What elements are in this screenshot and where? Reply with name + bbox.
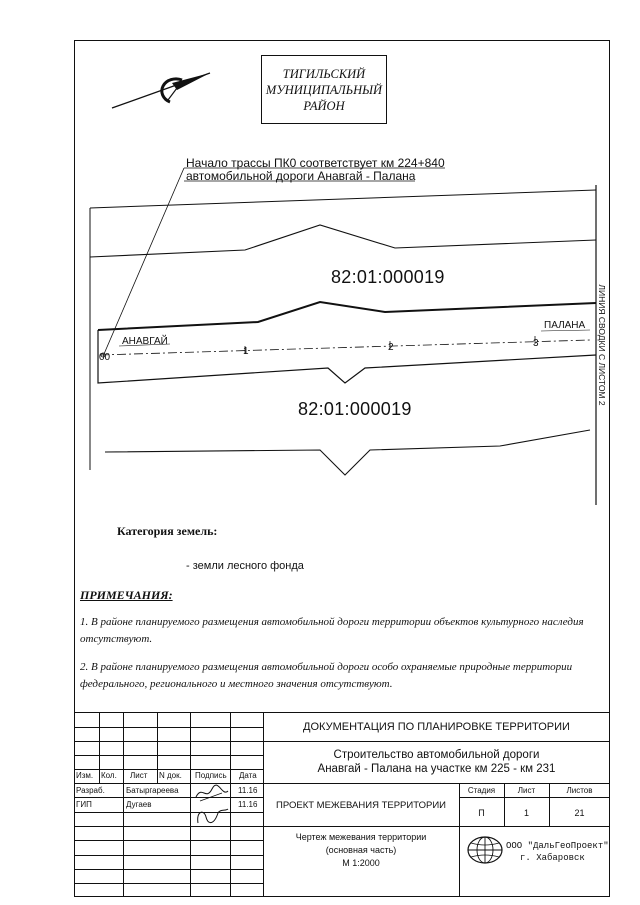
- cadastral-number-top: 82:01:000019: [331, 267, 445, 287]
- header-change: Изм.: [76, 771, 94, 780]
- region-line-1: ТИГИЛЬСКИЙ: [282, 67, 366, 81]
- developer-date: 11.16: [238, 786, 258, 795]
- chief-date: 11.16: [238, 800, 258, 809]
- header-date: Дата: [239, 771, 257, 780]
- km-mark-0: 00: [99, 352, 111, 363]
- company-name: ООО "ДальГеоПроект": [506, 841, 609, 851]
- chief-role: ГИП: [76, 800, 92, 809]
- drawing-title-line-2: (основная часть): [325, 845, 397, 855]
- header-doc-no: N док.: [159, 771, 182, 780]
- sheets-value: 21: [574, 808, 585, 818]
- cadastral-number-bottom: 82:01:000019: [298, 399, 412, 419]
- km-mark-2: 2: [388, 342, 394, 353]
- notes-title: ПРИМЕЧАНИЯ:: [80, 588, 173, 602]
- match-line-note: [595, 195, 609, 495]
- stage-value: П: [478, 808, 485, 818]
- header-qty: Кол.: [101, 771, 117, 780]
- region-line-3: РАЙОН: [303, 99, 345, 113]
- stage-header: Стадия: [467, 786, 496, 795]
- company-city: г. Хабаровск: [520, 853, 585, 863]
- chief-name: Дугаев: [126, 800, 152, 809]
- region-line-2: МУНИЦИПАЛЬНЫЙ: [265, 83, 383, 97]
- note-item-2: 2. В районе планируемого размещения автомобильной дороги особо охраняемые природные территории федерального, регионального и местного значения отсутствуют.: [80, 661, 573, 690]
- note-item-1: 1. В районе планируемого размещения автомобильной дороги территории объектов культурного наследия отсутствуют.: [80, 616, 584, 645]
- project-name-line-1: Строительство автомобильной дороги: [333, 749, 540, 761]
- signature-marks: [192, 783, 232, 828]
- callout-line-1: Начало трассы ПК0 соответствует км 224+840: [186, 156, 445, 170]
- sheet-value: 1: [523, 808, 529, 818]
- sheets-header: Листов: [566, 786, 593, 795]
- drawing-scale: М 1:2000: [342, 858, 380, 868]
- developer-name: Батыргареева: [126, 786, 179, 795]
- land-category-label: Категория земель:: [117, 524, 218, 538]
- km-mark-3: 3: [533, 338, 539, 349]
- header-signature: Подпись: [195, 771, 227, 780]
- drawing-title-line-1: Чертеж межевания территории: [295, 832, 427, 842]
- km-mark-1: 1: [243, 346, 249, 357]
- land-category-item: - земли лесного фонда: [186, 560, 304, 572]
- documentation-title: ДОКУМЕНТАЦИЯ ПО ПЛАНИРОВКЕ ТЕРРИТОРИИ: [303, 721, 570, 733]
- road-label-end: ПАЛАНА: [544, 320, 586, 331]
- match-line-text: ЛИНИЯ СВОДКИ С ЛИСТОМ 2: [597, 284, 607, 406]
- sheet-header: Лист: [517, 786, 536, 795]
- developer-role: Разраб.: [76, 786, 105, 795]
- callout-line-2: автомобильной дороги Анавгай - Палана: [186, 169, 416, 183]
- section-title: ПРОЕКТ МЕЖЕВАНИЯ ТЕРРИТОРИИ: [276, 800, 446, 811]
- header-sheet: Лист: [130, 771, 148, 780]
- road-label-start: АНАВГАЙ: [122, 336, 168, 347]
- project-name-line-2: Анавгай - Палана на участке км 225 - км 231: [317, 763, 556, 775]
- globe-logo-icon: [466, 835, 504, 865]
